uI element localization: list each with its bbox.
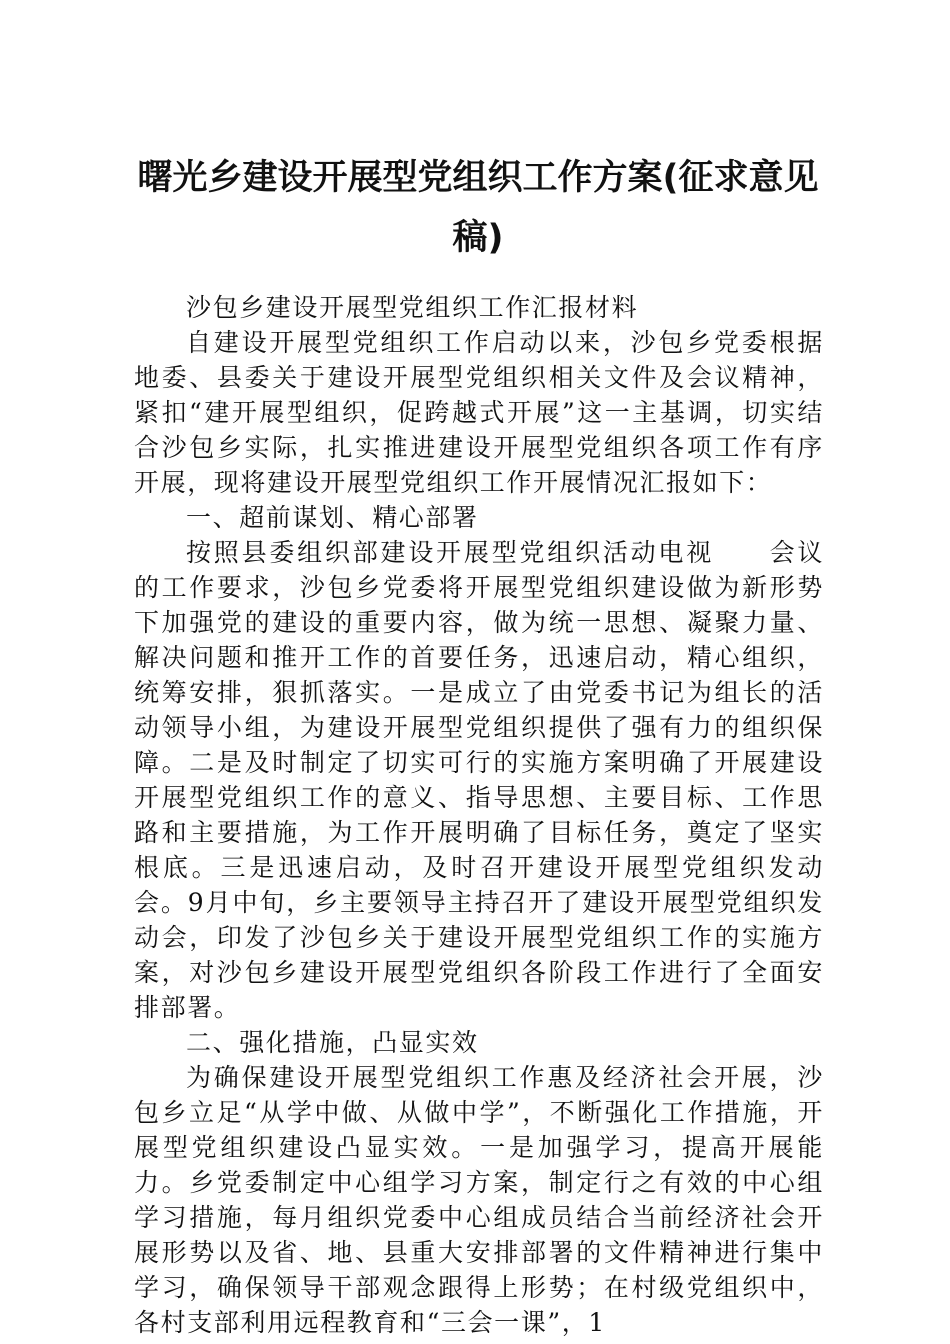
- document-body: [134, 290, 824, 1340]
- document-title: 曙光乡建设开展型党组织工作方案(征求意见稿): [137, 158, 819, 258]
- intro-paragraph: 自建设开展型党组织工作启动以来，沙包乡党委根据地委、县委关于建设开展型党组织相关文件及会议精神，紧扣“建开展型组织，促跨越式开展”这一主基调，切实结合沙包乡实际，扎实推进建设开展型党组织各项工作有序开展，现将建设开展型党组织工作开展情况汇报如下：: [134, 328, 824, 497]
- section-heading-2: 二、强化措施，凸显实效: [186, 1028, 479, 1057]
- section-1-paragraph: 按照县委组织部建设开展型党组织活动电视 会议的工作要求，沙包乡党委将开展型党组织建设做为新形势下加强党的建设的重要内容，做为统一思想、凝聚力量、解决问题和推开工作的首要任务，迅速启动，精心组织，统筹安排，狠抓落实。一是成立了由党委书记为组长的活动领导小组，为建设开展型党组织提供了强有力的组织保障。二是及时制定了切实可行的实施方案明确了开展建设开展型党组织工作的意义、指导思想、主要目标、工作思路和主要措施，为工作开展明确了目标任务，奠定了坚实根底。三是迅速启动，及时召开建设开展型党组织发动会。9月中旬，乡主要领导主持召开了建设开展型党组织发动会，印发了沙包乡关于建设开展型党组织工作的实施方案，对沙包乡建设开展型党组织各阶段工作进行了全面安排部署。: [134, 538, 824, 1022]
- section-heading-1: 一、超前谋划、精心部署: [186, 503, 479, 532]
- report-subtitle: 沙包乡建设开展型党组织工作汇报材料: [186, 293, 639, 322]
- section-2-paragraph: 为确保建设开展型党组织工作惠及经济社会开展，沙包乡立足“从学中做、从做中学”，不断强化工作措施，开展型党组织建设凸显实效。一是加强学习，提高开展能力。乡党委制定中心组学习方案，制定行之有效的中心组学习措施，每月组织党委中心组成员结合当前经济社会开展形势以及省、地、县重大安排部署的文件精神进行集中学习，确保领导干部观念跟得上形势；在村级党组织中，各村支部利用远程教育和“三会一课”，1: [134, 1063, 824, 1337]
